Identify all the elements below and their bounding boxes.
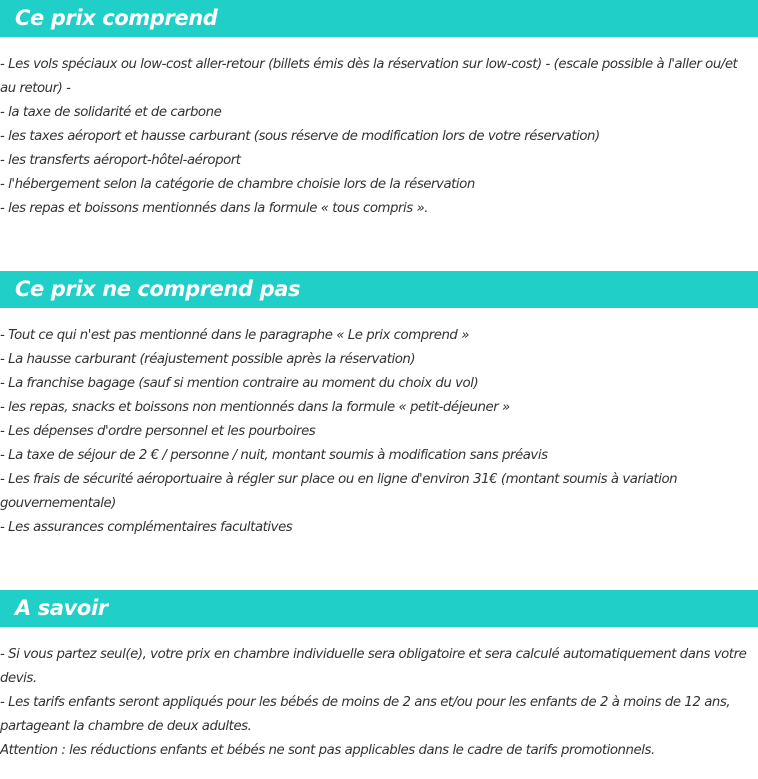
- list-item: au retour) -: [0, 81, 71, 96]
- list-item: - La hausse carburant (réajustement possible après la réservation): [0, 352, 416, 367]
- section-title-included: Ce prix comprend: [15, 6, 218, 30]
- section-header-included: [0, 0, 758, 37]
- list-item: devis.: [0, 671, 37, 686]
- list-item: - Si vous partez seul(e), votre prix en chambre individuelle sera obligatoire et sera calculé automatiquement dans votre: [0, 647, 747, 662]
- list-item: gouvernementale): [0, 496, 116, 511]
- list-item: - les transferts aéroport-hôtel-aéroport: [0, 153, 241, 168]
- list-item: - Les frais de sécurité aéroportuaire à régler sur place ou en ligne d'environ 31€ (montant soumis à variation: [0, 472, 678, 487]
- list-item: - Les vols spéciaux ou low-cost aller-retour (billets émis dès la réservation sur low-cost) - (escale possible à l'aller ou/et: [0, 57, 738, 72]
- section-title-good-to-know: A savoir: [15, 596, 108, 620]
- list-item: - Tout ce qui n'est pas mentionné dans le paragraphe « Le prix comprend »: [0, 328, 469, 343]
- list-item: - la taxe de solidarité et de carbone: [0, 105, 222, 120]
- list-item: - La franchise bagage (sauf si mention contraire au moment du choix du vol): [0, 376, 479, 391]
- section-header-good-to-know: [0, 590, 758, 627]
- list-item: Attention : les réductions enfants et bébés ne sont pas applicables dans le cadre de tarifs promotionnels.: [0, 743, 655, 758]
- list-item: - les taxes aéroport et hausse carburant (sous réserve de modification lors de votre réservation): [0, 129, 600, 144]
- list-item: - Les tarifs enfants seront appliqués pour les bébés de moins de 2 ans et/ou pour les enfants de 2 à moins de 12 ans,: [0, 695, 731, 710]
- section-title-not-included: Ce prix ne comprend pas: [15, 277, 301, 301]
- section-header-not-included: [0, 271, 758, 308]
- list-item: - La taxe de séjour de 2 € / personne / nuit, montant soumis à modification sans préavis: [0, 448, 548, 463]
- list-item: - les repas et boissons mentionnés dans la formule « tous compris ».: [0, 201, 429, 216]
- list-item: - les repas, snacks et boissons non mentionnés dans la formule « petit-déjeuner »: [0, 400, 510, 415]
- good-to-know-list: [0, 643, 758, 763]
- included-list: [0, 53, 758, 221]
- list-item: - Les dépenses d'ordre personnel et les pourboires: [0, 424, 316, 439]
- list-item: - l'hébergement selon la catégorie de chambre choisie lors de la réservation: [0, 177, 475, 192]
- list-item: partageant la chambre de deux adultes.: [0, 719, 252, 734]
- not-included-list: [0, 324, 758, 540]
- list-item: - Les assurances complémentaires facultatives: [0, 520, 293, 535]
